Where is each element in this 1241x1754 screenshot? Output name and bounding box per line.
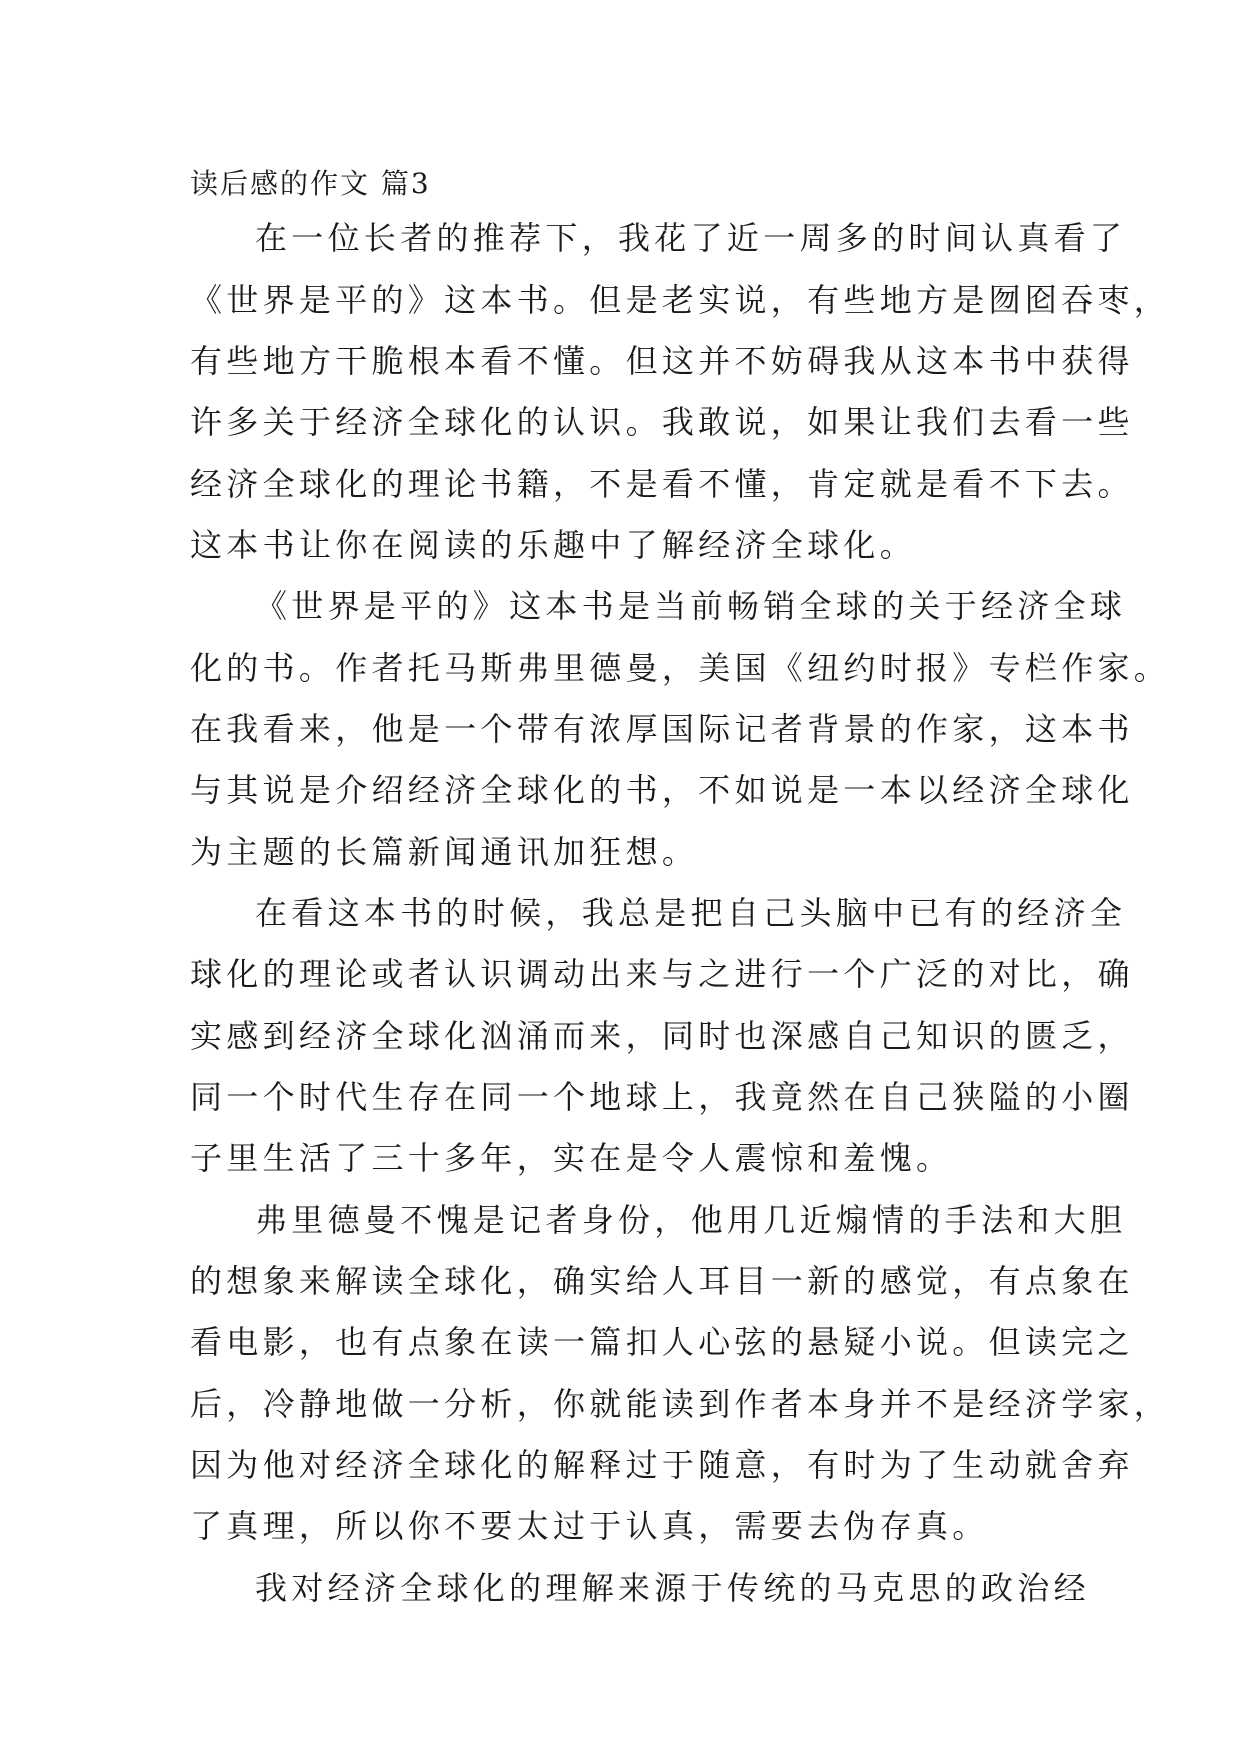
document-title: 读后感的作文 篇3 (190, 167, 431, 200)
text-line: 这本书让你在阅读的乐趣中了解经济全球化。 (190, 526, 917, 564)
text-line: 看电影，也有点象在读一篇扣人心弦的悬疑小说。但读完之 (190, 1323, 1134, 1361)
text-line: 球化的理论或者认识调动出来与之进行一个广泛的对比，确 (190, 955, 1134, 993)
text-line: 后，冷静地做一分析，你就能读到作者本身并不是经济学家， (190, 1385, 1171, 1423)
text-line: 同一个时代生存在同一个地球上，我竟然在自己狭隘的小圈 (190, 1078, 1134, 1116)
text-line: 《世界是平的》这本书是当前畅销全球的关于经济全球 (255, 587, 1127, 625)
text-line: 了真理，所以你不要太过于认真，需要去伪存真。 (190, 1507, 989, 1545)
text-line: 实感到经济全球化汹涌而来，同时也深感自己知识的匮乏， (190, 1017, 1134, 1055)
text-line: 化的书。作者托马斯弗里德曼，美国《纽约时报》专栏作家。 (190, 649, 1171, 687)
text-line: 《世界是平的》这本书。但是老实说，有些地方是囫囵吞枣， (190, 281, 1171, 319)
text-line: 在看这本书的时候，我总是把自己头脑中已有的经济全 (255, 894, 1127, 932)
text-line: 的想象来解读全球化，确实给人耳目一新的感觉，有点象在 (190, 1262, 1134, 1300)
text-line: 与其说是介绍经济全球化的书，不如说是一本以经济全球化 (190, 771, 1134, 809)
text-line: 为主题的长篇新闻通讯加狂想。 (190, 833, 699, 871)
text-line: 有些地方干脆根本看不懂。但这并不妨碍我从这本书中获得 (190, 342, 1134, 380)
text-line: 经济全球化的理论书籍，不是看不懂，肯定就是看不下去。 (190, 465, 1134, 503)
text-line: 在我看来，他是一个带有浓厚国际记者背景的作家，这本书 (190, 710, 1134, 748)
text-line: 在一位长者的推荐下，我花了近一周多的时间认真看了 (255, 219, 1127, 257)
text-line: 我对经济全球化的理解来源于传统的马克思的政治经 (255, 1569, 1090, 1607)
text-line: 子里生活了三十多年，实在是令人震惊和羞愧。 (190, 1139, 953, 1177)
text-line: 许多关于经济全球化的认识。我敢说，如果让我们去看一些 (190, 403, 1134, 441)
text-line: 因为他对经济全球化的解释过于随意，有时为了生动就舍弃 (190, 1446, 1134, 1484)
text-line: 弗里德曼不愧是记者身份，他用几近煽情的手法和大胆 (255, 1201, 1127, 1239)
